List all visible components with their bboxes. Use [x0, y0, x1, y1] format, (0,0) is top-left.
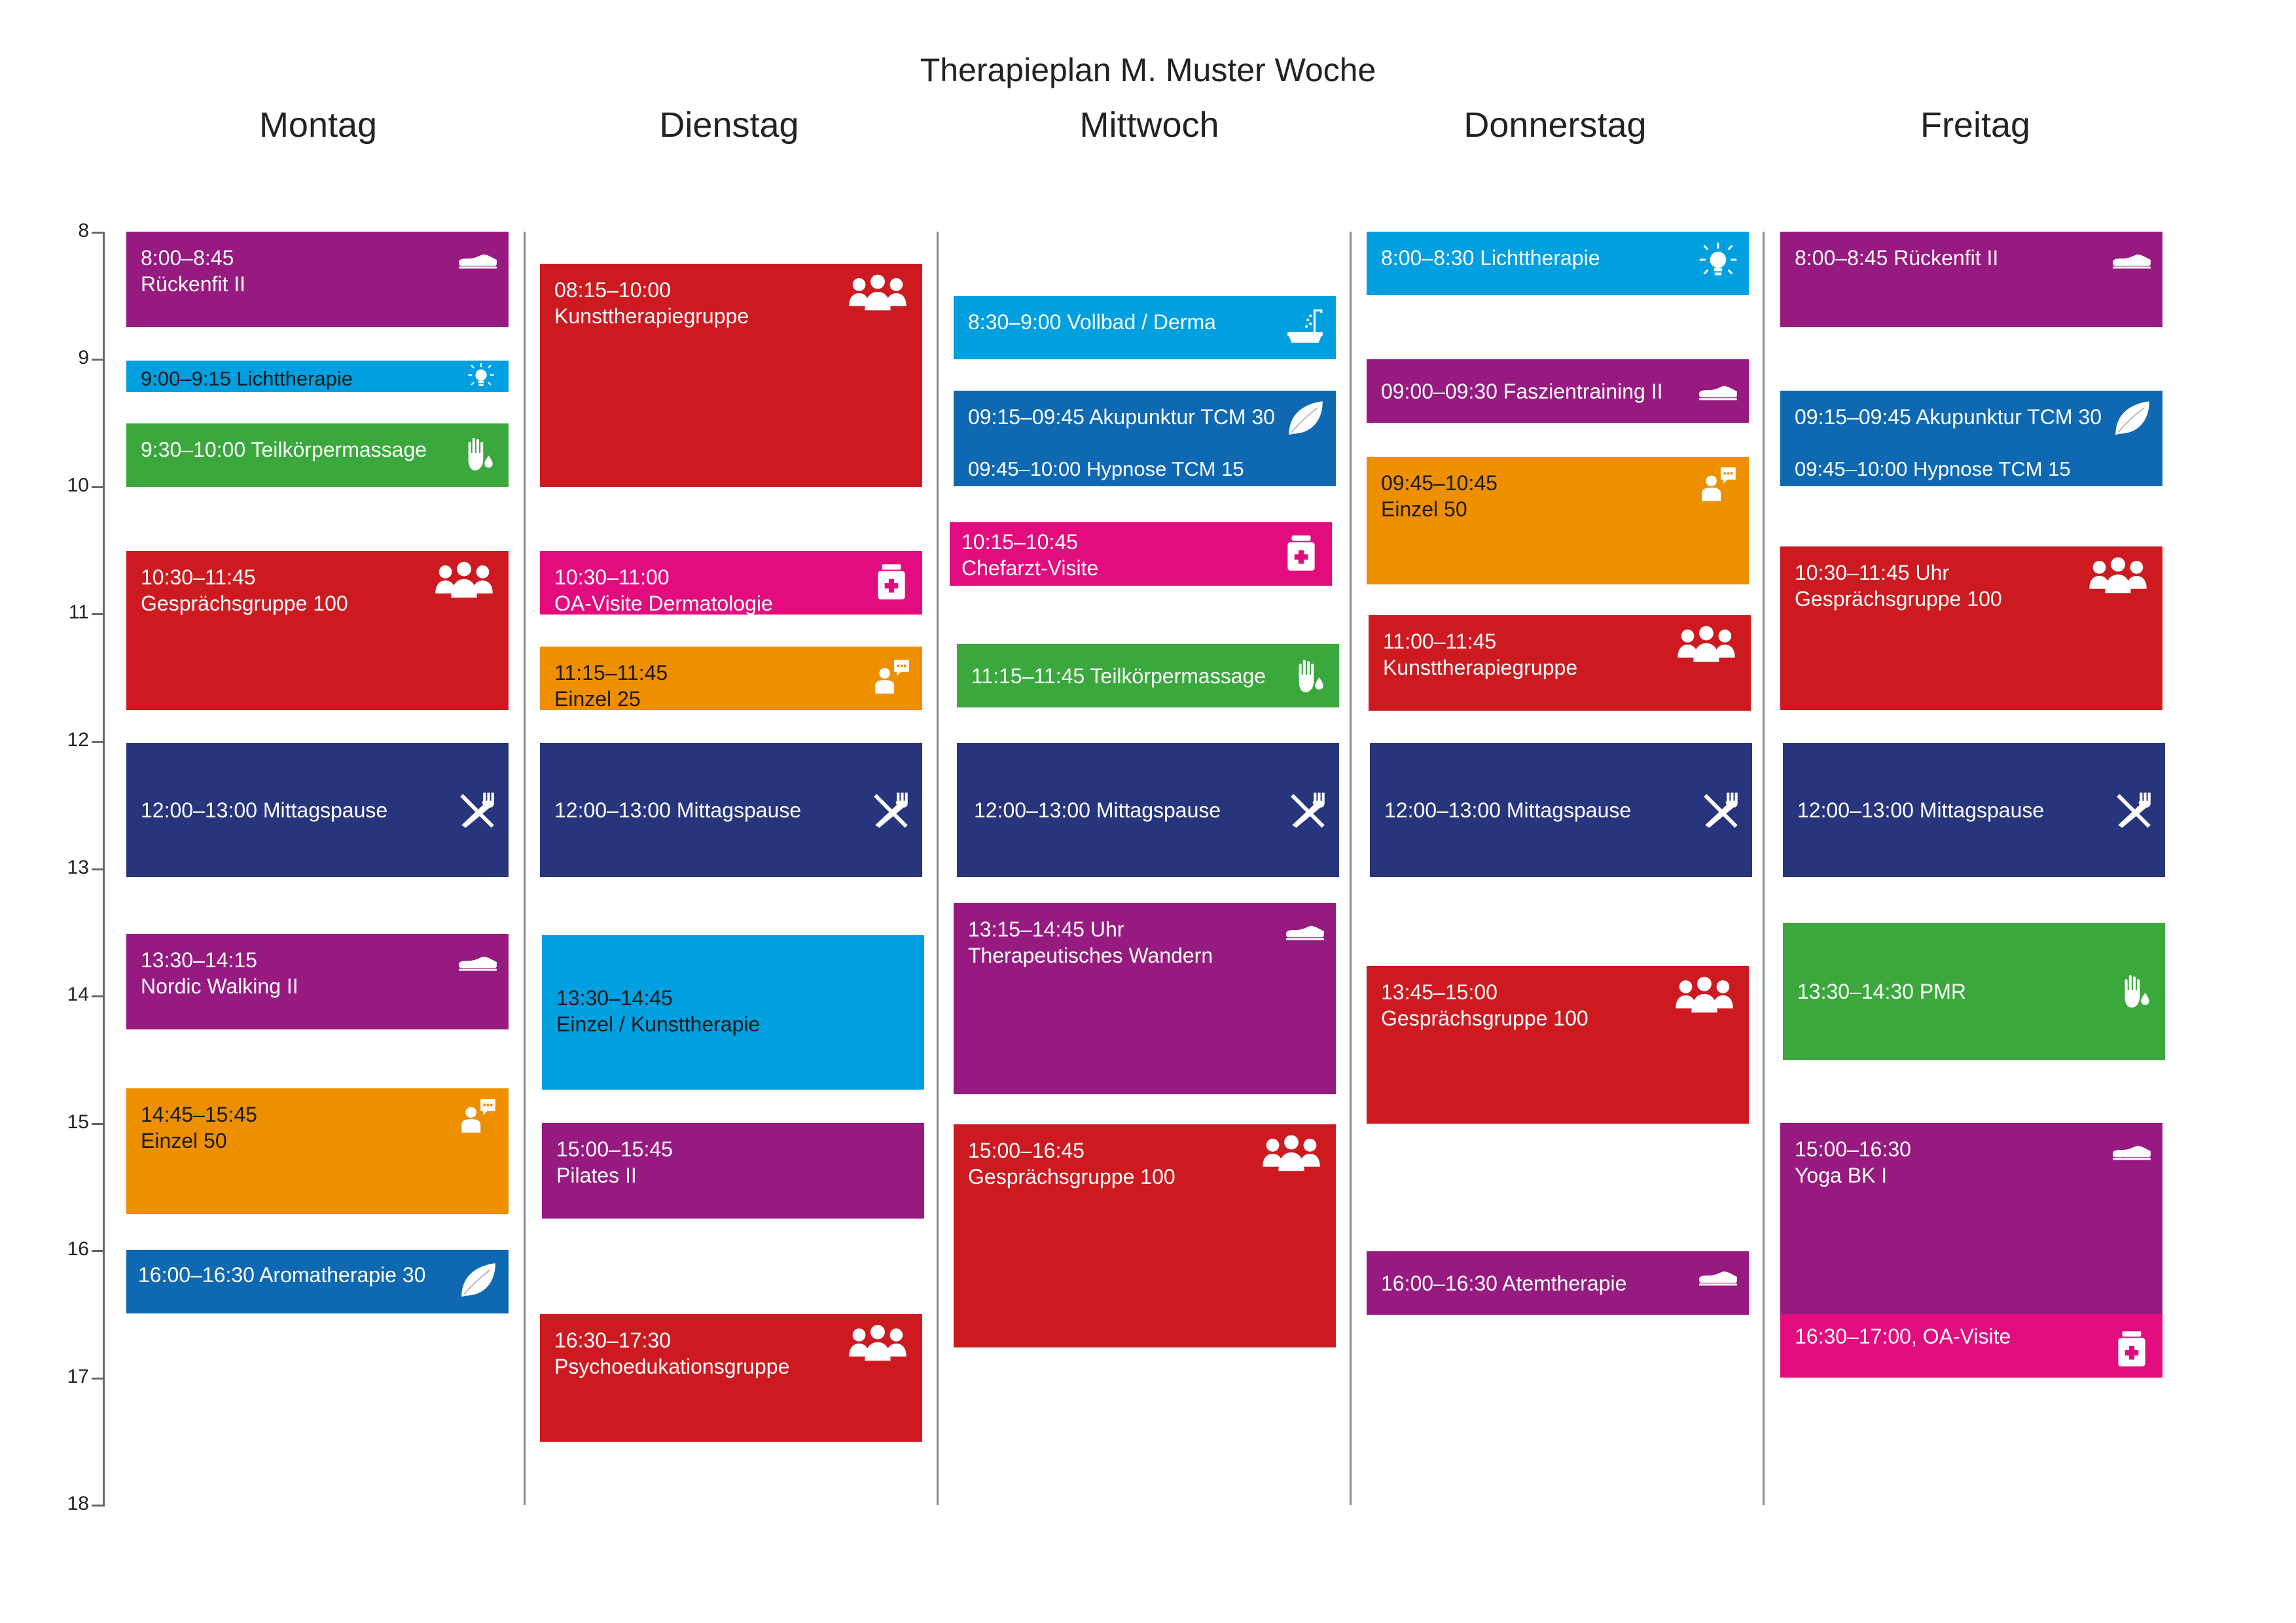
event-title: Kunsttherapiegruppe	[554, 304, 749, 328]
event-title: Einzel / Kunsttherapie	[556, 1012, 761, 1036]
hour-tick	[92, 1505, 105, 1507]
event-di-mittagspause[interactable]	[540, 743, 922, 877]
day-header-freitag: Freitag	[1920, 105, 2031, 145]
hour-tick	[92, 995, 105, 997]
event-title: Gesprächsgruppe 100	[141, 592, 348, 615]
hour-label: 15	[67, 1111, 89, 1133]
hour-tick	[92, 359, 105, 361]
event-do-faszientraining[interactable]	[1367, 359, 1749, 423]
bath-icon	[1283, 305, 1327, 348]
massage-hand-icon	[1287, 654, 1330, 698]
event-time: 10:15–10:45	[961, 530, 1078, 554]
fork-knife-icon	[1700, 789, 1743, 832]
event-mi-gespraechsgruppe[interactable]	[954, 1124, 1336, 1347]
event-time: 9:00–9:15 Lichttherapie	[141, 367, 353, 390]
event-time: 09:45–10:45	[1381, 471, 1498, 495]
event-title: Kunsttherapiegruppe	[1383, 656, 1578, 679]
event-time: 13:15–14:45 Uhr	[968, 918, 1124, 941]
medicine-icon	[1280, 531, 1323, 575]
hour-tick	[92, 868, 105, 870]
hour-tick	[92, 1250, 105, 1252]
shoe-icon	[2110, 1130, 2153, 1173]
event-time: 12:00–13:00 Mittagspause	[1797, 798, 2045, 822]
group-icon	[429, 558, 499, 603]
event-mo-rueckenfit[interactable]	[126, 232, 509, 327]
lightbulb-icon	[463, 362, 499, 392]
person-chat-icon	[1696, 463, 1740, 507]
leaf-icon	[1283, 397, 1327, 440]
event-di-einzel-kunsttherapie[interactable]	[542, 935, 924, 1090]
event-di-oa-visite[interactable]	[540, 551, 922, 615]
hour-label: 18	[67, 1493, 89, 1514]
event-time: 10:30–11:45	[141, 565, 256, 589]
event-title: Gesprächsgruppe 100	[968, 1165, 1175, 1188]
event-time: 12:00–13:00 Mittagspause	[141, 798, 388, 822]
event-title: Gesprächsgruppe 100	[1381, 1007, 1588, 1030]
event-fr-akupunktur-hypnose[interactable]	[1780, 391, 2162, 486]
event-time: 10:30–11:00	[554, 565, 670, 589]
hour-label: 13	[67, 857, 89, 878]
medicine-icon	[870, 560, 913, 603]
event-title: OA-Visite Dermatologie	[554, 592, 773, 615]
group-icon	[1669, 972, 1740, 1018]
day-header-donnerstag: Donnerstag	[1463, 105, 1647, 145]
event-fr-mittagspause[interactable]	[1783, 743, 2165, 877]
hour-label: 11	[68, 601, 89, 623]
lightbulb-icon	[1696, 241, 1740, 284]
shoe-icon	[1696, 370, 1740, 413]
event-mo-mittagspause[interactable]	[126, 743, 509, 877]
event-time: 09:00–09:30 Faszientraining II	[1381, 379, 1663, 403]
shoe-icon	[456, 940, 499, 984]
page-title: Therapieplan M. Muster Woche	[920, 52, 1376, 88]
leaf-icon	[456, 1259, 499, 1302]
event-time: 11:15–11:45 Teilkörpermassage	[971, 664, 1266, 688]
event-time: 8:00–8:30 Lichttherapie	[1381, 246, 1600, 270]
event-title: Einzel 50	[141, 1129, 227, 1152]
fork-knife-icon	[1287, 789, 1330, 832]
day-header-mittwoch: Mittwoch	[1079, 105, 1219, 145]
column-divider	[937, 232, 939, 1505]
hour-tick	[92, 232, 105, 234]
event-time: 14:45–15:45	[141, 1103, 257, 1126]
column-divider	[524, 232, 526, 1505]
event-title: Psychoedukationsgruppe	[554, 1355, 790, 1378]
event-time: 8:00–8:45	[141, 246, 234, 270]
shoe-icon	[456, 238, 499, 281]
event-title: Gesprächsgruppe 100	[1795, 587, 2002, 611]
leaf-icon	[2110, 397, 2153, 440]
event-title: Einzel 25	[554, 687, 641, 711]
event-title: Pilates II	[556, 1164, 637, 1187]
event-time: 15:00–16:45	[968, 1139, 1085, 1162]
event-di-psychoedukation[interactable]	[540, 1314, 922, 1442]
group-icon	[842, 1321, 913, 1366]
event-do-atemtherapie[interactable]	[1367, 1251, 1749, 1315]
event-mo-teilkoerpermassage[interactable]	[126, 423, 509, 487]
event-do-einzel[interactable]	[1367, 457, 1749, 584]
event-time: 08:15–10:00	[554, 278, 671, 302]
event-mo-einzel[interactable]	[126, 1088, 509, 1214]
fork-knife-icon	[456, 789, 499, 832]
hour-label: 12	[67, 729, 89, 751]
hour-label: 14	[67, 984, 89, 1005]
hour-label: 16	[67, 1238, 89, 1260]
event-time: 8:00–8:45 Rückenfit II	[1795, 246, 1999, 270]
event-time: 9:30–10:00 Teilkörpermassage	[141, 438, 427, 461]
event-mi-chefarzt-visite[interactable]	[950, 522, 1332, 586]
event-time: 16:00–16:30 Atemtherapie	[1381, 1271, 1627, 1295]
event-time: 15:00–16:30	[1795, 1137, 1911, 1161]
event-mo-aromatherapie[interactable]	[126, 1250, 509, 1313]
event-mo-gespraechsgruppe[interactable]	[126, 551, 509, 710]
hour-tick	[92, 1378, 105, 1380]
event-time: 13:45–15:00	[1381, 980, 1498, 1004]
event-time: 16:30–17:00, OA-Visite	[1795, 1325, 2011, 1348]
event-time: 13:30–14:45	[556, 986, 673, 1010]
event-do-gespraechsgruppe[interactable]	[1367, 966, 1749, 1124]
event-di-kunsttherapiegruppe[interactable]	[540, 264, 922, 487]
event-time: 09:15–09:45 Akupunktur TCM 30	[968, 405, 1276, 429]
massage-hand-icon	[2113, 970, 2156, 1013]
event-time: 10:30–11:45 Uhr	[1795, 561, 1950, 584]
shoe-icon	[2110, 238, 2153, 281]
column-divider	[1763, 232, 1765, 1505]
event-do-lichttherapie[interactable]	[1367, 232, 1749, 295]
day-header-dienstag: Dienstag	[659, 105, 799, 145]
event-fr-gespraechsgruppe[interactable]	[1780, 546, 2162, 710]
event-mi-teilkoerpermassage[interactable]	[957, 644, 1339, 707]
group-icon	[842, 270, 913, 316]
event-fr-rueckenfit[interactable]	[1780, 232, 2162, 327]
hour-label: 17	[67, 1366, 89, 1387]
event-time: 15:00–15:45	[556, 1137, 673, 1161]
event-time: 12:00–13:00 Mittagspause	[1384, 798, 1632, 822]
event-mi-akupunktur-hypnose[interactable]	[954, 391, 1336, 486]
hour-label: 8	[78, 220, 89, 241]
event-title: Therapeutisches Wandern	[968, 944, 1213, 967]
shoe-icon	[1696, 1255, 1740, 1298]
hour-label: 9	[78, 347, 89, 368]
event-fr-yoga[interactable]	[1780, 1123, 2162, 1314]
event-di-pilates[interactable]	[542, 1123, 924, 1219]
massage-hand-icon	[456, 433, 499, 476]
event-mo-lichttherapie[interactable]	[126, 361, 509, 392]
event-mi-vollbad[interactable]	[954, 296, 1336, 359]
event-do-mittagspause[interactable]	[1370, 743, 1752, 877]
event-fr-pmr[interactable]	[1783, 923, 2165, 1060]
shoe-icon	[1283, 910, 1327, 953]
event-subtitle: 09:45–10:00 Hypnose TCM 15	[1795, 457, 2071, 480]
event-time: 16:00–16:30 Aromatherapie 30	[138, 1263, 426, 1287]
event-mi-mittagspause[interactable]	[957, 743, 1339, 877]
hour-label: 10	[67, 474, 89, 496]
event-time: 12:00–13:00 Mittagspause	[974, 798, 1221, 822]
hour-tick	[92, 486, 105, 488]
group-icon	[1256, 1131, 1327, 1177]
event-do-kunsttherapiegruppe[interactable]	[1369, 615, 1751, 711]
event-title: Rückenfit II	[141, 272, 246, 296]
event-mi-wandern[interactable]	[954, 903, 1336, 1094]
hour-tick	[92, 1123, 105, 1125]
event-mo-nordic-walking[interactable]	[126, 934, 509, 1029]
event-time: 11:15–11:45	[554, 661, 668, 685]
hour-tick	[92, 613, 105, 615]
event-time: 11:00–11:45	[1383, 630, 1497, 653]
event-time: 12:00–13:00 Mittagspause	[554, 798, 802, 822]
event-time: 16:30–17:30	[554, 1329, 671, 1352]
event-time: 09:15–09:45 Akupunktur TCM 30	[1795, 405, 2102, 429]
person-chat-icon	[456, 1095, 499, 1138]
group-icon	[1671, 622, 1742, 668]
event-fr-oa-visite[interactable]	[1780, 1314, 2162, 1378]
event-time: 13:30–14:30 PMR	[1797, 980, 1966, 1003]
event-title: Nordic Walking II	[141, 974, 298, 998]
event-title: Chefarzt-Visite	[961, 556, 1099, 580]
person-chat-icon	[870, 656, 913, 699]
event-title: Einzel 50	[1381, 497, 1467, 521]
group-icon	[2083, 553, 2153, 599]
hour-tick	[92, 741, 105, 743]
fork-knife-icon	[2113, 789, 2156, 832]
event-subtitle: 09:45–10:00 Hypnose TCM 15	[968, 457, 1244, 480]
fork-knife-icon	[870, 789, 913, 832]
medicine-icon	[2110, 1327, 2153, 1370]
event-time: 13:30–14:15	[141, 948, 257, 972]
day-header-montag: Montag	[259, 105, 378, 145]
column-divider	[1350, 232, 1352, 1505]
event-di-einzel[interactable]	[540, 647, 922, 710]
event-time: 8:30–9:00 Vollbad / Derma	[968, 310, 1216, 334]
event-title: Yoga BK I	[1795, 1164, 1888, 1187]
